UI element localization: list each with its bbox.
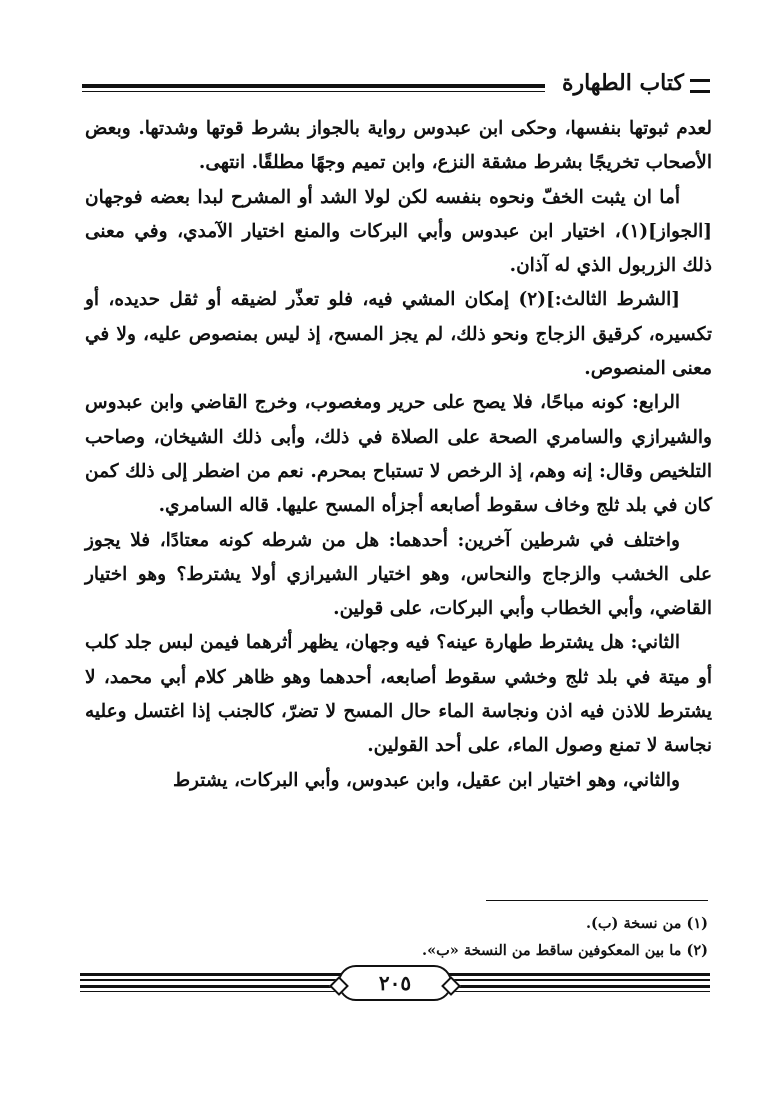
- main-text: [85, 112, 712, 798]
- header-rule-thin: [82, 91, 545, 92]
- running-header: [82, 68, 710, 102]
- paragraph: والثاني، وهو اختيار ابن عقيل، وابن عبدوس، وأبي البركات، يشترط: [172, 769, 680, 791]
- paragraph: [الشرط الثالث:](٢) إمكان المشي فيه، فلو تعذّر لضيقه أو ثقل حديده، أو تكسيره، كرقيق الزجاج ونحو ذلك، لم يجز المسح، إذ ليس بمنصوص عليه، ولا في معنى المنصوص.: [85, 289, 712, 380]
- header-ornament-icon: [690, 79, 710, 93]
- page-number-box: [338, 965, 452, 1001]
- chapter-title: كتاب الطهارة: [556, 68, 684, 98]
- page-number: ٢٠٥: [378, 971, 412, 995]
- header-rule-thick: [82, 84, 545, 88]
- footnote: (١) من نسخة (ب).: [585, 915, 708, 932]
- paragraph: لعدم ثبوتها بنفسها، وحكى ابن عبدوس رواية بالجواز بشرط قوتها وشدتها. وبعض الأصحاب تخريجًا بشرط مشقة النزع، وابن تميم وجهًا مطلقًا. انتهى.: [85, 118, 712, 174]
- footnotes: [88, 910, 708, 964]
- footnote-separator: [486, 900, 708, 901]
- paragraph: الثاني: هل يشترط طهارة عينه؟ فيه وجهان، يظهر أثرهما فيمن لبس جلد كلب أو ميتة في بلد ثلج وخشي سقوط أصابعه، أحدهما وهو ظاهر كلام أبي محمد، لا يشترط للاذن فيه اذن ونجاسة الماء حال المسح لا تضرّ، كالجنب إذا اغتسل وعليه نجاسة لا تمنع وصول الماء، على أحد القولين.: [85, 632, 712, 757]
- paragraph: أما ان يثبت الخفّ ونحوه بنفسه لكن لولا الشد أو المشرح لبدا بعضه فوجهان [الجواز](١)، اختيار ابن عبدوس وأبي البركات والمنع اختيار الآمدي، وفي معنى ذلك الزربول الذي له آذان.: [85, 186, 712, 277]
- paragraph: واختلف في شرطين آخرين: أحدهما: هل من شرطه كونه معتادًا، فلا يجوز على الخشب والزجاج والنحاس، وهو اختيار الشيرازي أولا يشترط؟ وهو اختيار القاضي، وأبي الخطاب وأبي البركات، على قولين.: [85, 529, 712, 620]
- paragraph: الرابع: كونه مباحًا، فلا يصح على حرير ومغصوب، وخرج القاضي وابن عبدوس والشيرازي والسامري الصحة على الصلاة في ذلك، وأبى ذلك الشيخان، وصاحب التلخيص وقال: إنه وهم، إذ الرخص لا تستباح بمحرم. نعم من اضطر إلى ذلك كمن كان في بلد ثلج وخاف سقوط أصابعه أجزأه المسح عليها. قاله السامري.: [85, 392, 712, 517]
- footnote: (٢) ما بين المعكوفين ساقط من النسخة «ب».: [422, 942, 708, 959]
- page-number-frame: [80, 963, 710, 1003]
